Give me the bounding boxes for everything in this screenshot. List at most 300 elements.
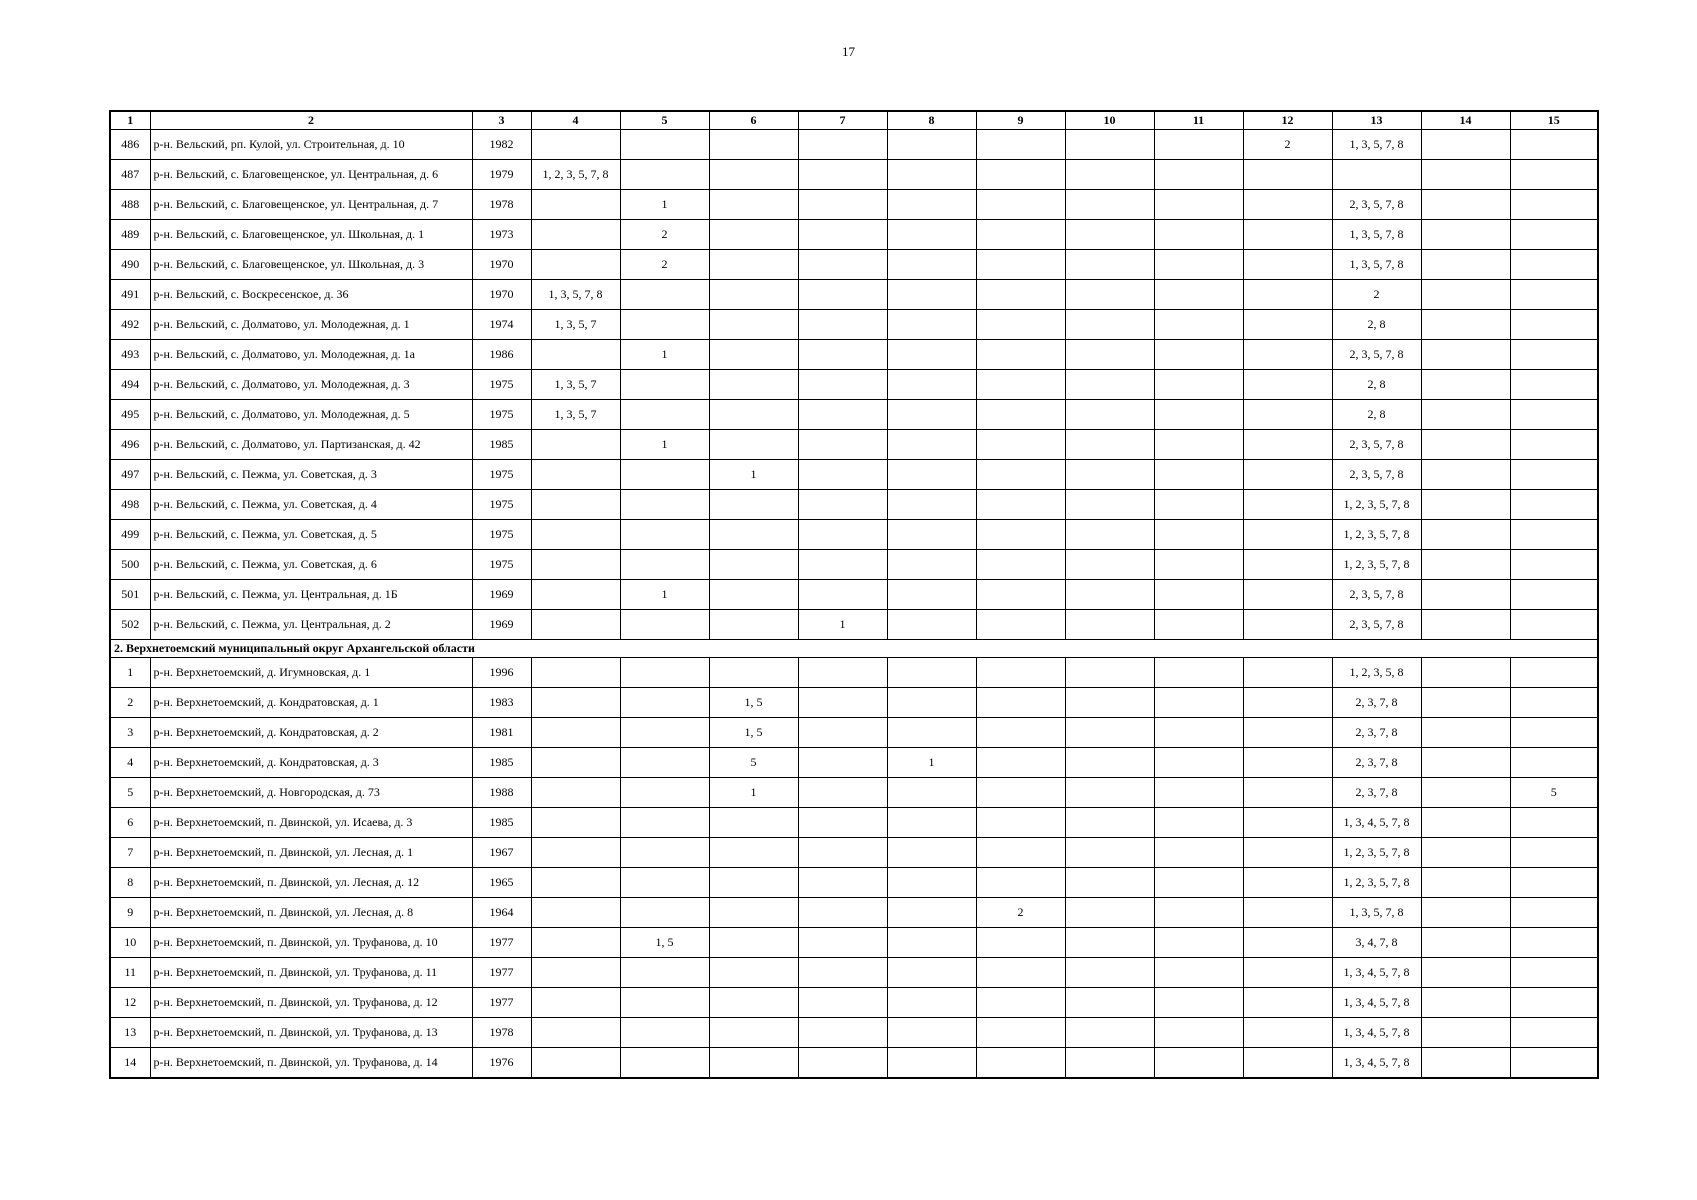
value-cell-col-5 — [620, 520, 709, 550]
value-cell-col-4 — [531, 1018, 620, 1048]
value-cell-col-12 — [1243, 340, 1332, 370]
table-row — [110, 580, 1598, 610]
value-cell-col-12 — [1243, 838, 1332, 868]
value-cell-col-4 — [531, 658, 620, 688]
address-cell: р-н. Вельский, рп. Кулой, ул. Строительная, д. 10 — [150, 130, 472, 160]
value-cell-col-9 — [976, 1048, 1065, 1079]
address-cell: р-н. Верхнетоемский, п. Двинской, ул. Лесная, д. 12 — [150, 868, 472, 898]
value-cell-col-13: 2, 3, 5, 7, 8 — [1332, 430, 1421, 460]
column-header-8: 8 — [887, 111, 976, 130]
value-cell-col-10 — [1065, 610, 1154, 640]
value-cell-col-7 — [798, 460, 887, 490]
value-cell-col-5 — [620, 1048, 709, 1079]
year-cell: 1975 — [472, 520, 531, 550]
table-row — [110, 958, 1598, 988]
column-header-4: 4 — [531, 111, 620, 130]
row-number-cell: 493 — [110, 340, 150, 370]
value-cell-col-9 — [976, 310, 1065, 340]
value-cell-col-15: 5 — [1510, 778, 1598, 808]
value-cell-col-15 — [1510, 748, 1598, 778]
value-cell-col-14 — [1421, 400, 1510, 430]
value-cell-col-14 — [1421, 610, 1510, 640]
year-cell: 1970 — [472, 280, 531, 310]
year-cell: 1985 — [472, 808, 531, 838]
value-cell-col-5 — [620, 130, 709, 160]
value-cell-col-13: 2, 3, 5, 7, 8 — [1332, 610, 1421, 640]
value-cell-col-11 — [1154, 550, 1243, 580]
value-cell-col-15 — [1510, 958, 1598, 988]
value-cell-col-10 — [1065, 688, 1154, 718]
value-cell-col-5 — [620, 958, 709, 988]
value-cell-col-8 — [887, 370, 976, 400]
value-cell-col-11 — [1154, 658, 1243, 688]
value-cell-col-5 — [620, 688, 709, 718]
value-cell-col-12 — [1243, 658, 1332, 688]
value-cell-col-10 — [1065, 718, 1154, 748]
value-cell-col-5 — [620, 610, 709, 640]
column-header-15: 15 — [1510, 111, 1598, 130]
value-cell-col-9 — [976, 838, 1065, 868]
year-cell: 1965 — [472, 868, 531, 898]
value-cell-col-8 — [887, 718, 976, 748]
value-cell-col-12 — [1243, 520, 1332, 550]
table-row — [110, 370, 1598, 400]
row-number-cell: 488 — [110, 190, 150, 220]
row-number-cell: 489 — [110, 220, 150, 250]
value-cell-col-14 — [1421, 430, 1510, 460]
value-cell-col-5 — [620, 490, 709, 520]
address-cell: р-н. Вельский, с. Пежма, ул. Центральная, д. 1Б — [150, 580, 472, 610]
value-cell-col-4 — [531, 130, 620, 160]
value-cell-col-12 — [1243, 868, 1332, 898]
value-cell-col-7 — [798, 928, 887, 958]
value-cell-col-6: 1 — [709, 460, 798, 490]
value-cell-col-9 — [976, 430, 1065, 460]
value-cell-col-11 — [1154, 958, 1243, 988]
value-cell-col-10 — [1065, 988, 1154, 1018]
value-cell-col-11 — [1154, 1018, 1243, 1048]
value-cell-col-12 — [1243, 400, 1332, 430]
value-cell-col-15 — [1510, 250, 1598, 280]
value-cell-col-10 — [1065, 958, 1154, 988]
value-cell-col-5: 1 — [620, 340, 709, 370]
value-cell-col-6 — [709, 838, 798, 868]
year-cell: 1986 — [472, 340, 531, 370]
table-row — [110, 490, 1598, 520]
address-cell: р-н. Верхнетоемский, д. Новгородская, д. 73 — [150, 778, 472, 808]
row-number-cell: 13 — [110, 1018, 150, 1048]
row-number-cell: 11 — [110, 958, 150, 988]
value-cell-col-6 — [709, 898, 798, 928]
value-cell-col-6 — [709, 400, 798, 430]
year-cell: 1974 — [472, 310, 531, 340]
value-cell-col-11 — [1154, 160, 1243, 190]
value-cell-col-15 — [1510, 838, 1598, 868]
value-cell-col-4 — [531, 460, 620, 490]
value-cell-col-14 — [1421, 958, 1510, 988]
value-cell-col-13: 2, 8 — [1332, 370, 1421, 400]
value-cell-col-14 — [1421, 130, 1510, 160]
value-cell-col-6 — [709, 220, 798, 250]
value-cell-col-11 — [1154, 460, 1243, 490]
value-cell-col-4 — [531, 838, 620, 868]
value-cell-col-7 — [798, 340, 887, 370]
value-cell-col-12: 2 — [1243, 130, 1332, 160]
value-cell-col-10 — [1065, 130, 1154, 160]
table-row — [110, 778, 1598, 808]
value-cell-col-9 — [976, 610, 1065, 640]
value-cell-col-7 — [798, 490, 887, 520]
value-cell-col-6 — [709, 430, 798, 460]
value-cell-col-13: 1, 2, 3, 5, 7, 8 — [1332, 490, 1421, 520]
value-cell-col-6 — [709, 190, 798, 220]
value-cell-col-9 — [976, 868, 1065, 898]
row-number-cell: 499 — [110, 520, 150, 550]
value-cell-col-5 — [620, 280, 709, 310]
table-row — [110, 550, 1598, 580]
value-cell-col-8 — [887, 400, 976, 430]
address-cell: р-н. Вельский, с. Долматово, ул. Молодежная, д. 1а — [150, 340, 472, 370]
value-cell-col-9: 2 — [976, 898, 1065, 928]
value-cell-col-11 — [1154, 1048, 1243, 1079]
address-cell: р-н. Вельский, с. Воскресенское, д. 36 — [150, 280, 472, 310]
value-cell-col-6 — [709, 958, 798, 988]
value-cell-col-15 — [1510, 340, 1598, 370]
value-cell-col-9 — [976, 688, 1065, 718]
value-cell-col-7 — [798, 250, 887, 280]
value-cell-col-11 — [1154, 280, 1243, 310]
value-cell-col-8 — [887, 988, 976, 1018]
value-cell-col-13 — [1332, 160, 1421, 190]
row-number-cell: 487 — [110, 160, 150, 190]
value-cell-col-14 — [1421, 580, 1510, 610]
value-cell-col-7 — [798, 988, 887, 1018]
value-cell-col-12 — [1243, 808, 1332, 838]
address-cell: р-н. Вельский, с. Долматово, ул. Молодежная, д. 5 — [150, 400, 472, 430]
value-cell-col-14 — [1421, 160, 1510, 190]
year-cell: 1977 — [472, 988, 531, 1018]
value-cell-col-10 — [1065, 190, 1154, 220]
value-cell-col-8 — [887, 220, 976, 250]
table-row — [110, 988, 1598, 1018]
table-row — [110, 898, 1598, 928]
value-cell-col-6 — [709, 808, 798, 838]
value-cell-col-13: 1, 3, 4, 5, 7, 8 — [1332, 1018, 1421, 1048]
value-cell-col-7 — [798, 748, 887, 778]
value-cell-col-14 — [1421, 340, 1510, 370]
value-cell-col-14 — [1421, 838, 1510, 868]
year-cell: 1964 — [472, 898, 531, 928]
value-cell-col-11 — [1154, 688, 1243, 718]
row-number-cell: 495 — [110, 400, 150, 430]
value-cell-col-7 — [798, 580, 887, 610]
value-cell-col-15 — [1510, 460, 1598, 490]
value-cell-col-13: 2, 3, 5, 7, 8 — [1332, 460, 1421, 490]
value-cell-col-7 — [798, 958, 887, 988]
row-number-cell: 12 — [110, 988, 150, 1018]
value-cell-col-13: 1, 3, 4, 5, 7, 8 — [1332, 808, 1421, 838]
column-header-9: 9 — [976, 111, 1065, 130]
value-cell-col-4: 1, 3, 5, 7 — [531, 370, 620, 400]
value-cell-col-8 — [887, 250, 976, 280]
value-cell-col-8 — [887, 490, 976, 520]
value-cell-col-15 — [1510, 580, 1598, 610]
value-cell-col-5 — [620, 718, 709, 748]
value-cell-col-7 — [798, 658, 887, 688]
value-cell-col-8 — [887, 898, 976, 928]
value-cell-col-11 — [1154, 748, 1243, 778]
value-cell-col-9 — [976, 340, 1065, 370]
year-cell: 1970 — [472, 250, 531, 280]
table-row — [110, 310, 1598, 340]
value-cell-col-6 — [709, 1018, 798, 1048]
value-cell-col-9 — [976, 520, 1065, 550]
value-cell-col-5 — [620, 370, 709, 400]
value-cell-col-13: 1, 3, 5, 7, 8 — [1332, 898, 1421, 928]
year-cell: 1976 — [472, 1048, 531, 1079]
row-number-cell: 498 — [110, 490, 150, 520]
value-cell-col-4 — [531, 748, 620, 778]
value-cell-col-8 — [887, 658, 976, 688]
year-cell: 1978 — [472, 1018, 531, 1048]
value-cell-col-15 — [1510, 868, 1598, 898]
year-cell: 1969 — [472, 580, 531, 610]
value-cell-col-6 — [709, 580, 798, 610]
table-row — [110, 160, 1598, 190]
value-cell-col-10 — [1065, 550, 1154, 580]
value-cell-col-9 — [976, 988, 1065, 1018]
value-cell-col-11 — [1154, 250, 1243, 280]
value-cell-col-15 — [1510, 400, 1598, 430]
year-cell: 1975 — [472, 550, 531, 580]
table-body — [110, 130, 1598, 1079]
value-cell-col-14 — [1421, 550, 1510, 580]
value-cell-col-15 — [1510, 898, 1598, 928]
address-cell: р-н. Вельский, с. Долматово, ул. Молодежная, д. 3 — [150, 370, 472, 400]
row-number-cell: 3 — [110, 718, 150, 748]
value-cell-col-9 — [976, 250, 1065, 280]
value-cell-col-10 — [1065, 580, 1154, 610]
value-cell-col-4 — [531, 718, 620, 748]
value-cell-col-15 — [1510, 988, 1598, 1018]
value-cell-col-9 — [976, 130, 1065, 160]
value-cell-col-14 — [1421, 688, 1510, 718]
value-cell-col-15 — [1510, 610, 1598, 640]
value-cell-col-9 — [976, 748, 1065, 778]
value-cell-col-6: 1, 5 — [709, 718, 798, 748]
value-cell-col-15 — [1510, 688, 1598, 718]
value-cell-col-10 — [1065, 658, 1154, 688]
value-cell-col-8 — [887, 340, 976, 370]
address-cell: р-н. Верхнетоемский, п. Двинской, ул. Труфанова, д. 13 — [150, 1018, 472, 1048]
value-cell-col-5: 2 — [620, 220, 709, 250]
value-cell-col-14 — [1421, 658, 1510, 688]
value-cell-col-14 — [1421, 520, 1510, 550]
value-cell-col-7 — [798, 160, 887, 190]
table-row — [110, 868, 1598, 898]
value-cell-col-11 — [1154, 868, 1243, 898]
value-cell-col-10 — [1065, 490, 1154, 520]
value-cell-col-6 — [709, 610, 798, 640]
value-cell-col-13: 2, 8 — [1332, 310, 1421, 340]
value-cell-col-6 — [709, 250, 798, 280]
value-cell-col-15 — [1510, 718, 1598, 748]
value-cell-col-6 — [709, 868, 798, 898]
value-cell-col-9 — [976, 778, 1065, 808]
value-cell-col-5 — [620, 658, 709, 688]
value-cell-col-6 — [709, 280, 798, 310]
year-cell: 1981 — [472, 718, 531, 748]
value-cell-col-13: 1, 2, 3, 5, 7, 8 — [1332, 838, 1421, 868]
value-cell-col-10 — [1065, 928, 1154, 958]
value-cell-col-13: 2, 3, 7, 8 — [1332, 718, 1421, 748]
value-cell-col-14 — [1421, 718, 1510, 748]
value-cell-col-4 — [531, 190, 620, 220]
table-row — [110, 190, 1598, 220]
value-cell-col-14 — [1421, 490, 1510, 520]
address-cell: р-н. Вельский, с. Долматово, ул. Партизанская, д. 42 — [150, 430, 472, 460]
address-cell: р-н. Вельский, с. Благовещенское, ул. Школьная, д. 3 — [150, 250, 472, 280]
address-cell: р-н. Вельский, с. Пежма, ул. Центральная, д. 2 — [150, 610, 472, 640]
column-header-11: 11 — [1154, 111, 1243, 130]
value-cell-col-11 — [1154, 190, 1243, 220]
row-number-cell: 491 — [110, 280, 150, 310]
value-cell-col-6: 5 — [709, 748, 798, 778]
value-cell-col-6 — [709, 310, 798, 340]
address-cell: р-н. Вельский, с. Пежма, ул. Советская, д. 5 — [150, 520, 472, 550]
value-cell-col-8 — [887, 520, 976, 550]
value-cell-col-12 — [1243, 718, 1332, 748]
value-cell-col-12 — [1243, 580, 1332, 610]
value-cell-col-10 — [1065, 838, 1154, 868]
table-row — [110, 808, 1598, 838]
value-cell-col-8 — [887, 130, 976, 160]
value-cell-col-13: 1, 3, 5, 7, 8 — [1332, 250, 1421, 280]
year-cell: 1973 — [472, 220, 531, 250]
row-number-cell: 2 — [110, 688, 150, 718]
value-cell-col-10 — [1065, 898, 1154, 928]
address-cell: р-н. Вельский, с. Долматово, ул. Молодежная, д. 1 — [150, 310, 472, 340]
value-cell-col-14 — [1421, 1018, 1510, 1048]
value-cell-col-7 — [798, 718, 887, 748]
row-number-cell: 10 — [110, 928, 150, 958]
column-header-3: 3 — [472, 111, 531, 130]
value-cell-col-5: 1 — [620, 190, 709, 220]
table-row — [110, 688, 1598, 718]
address-cell: р-н. Верхнетоемский, п. Двинской, ул. Исаева, д. 3 — [150, 808, 472, 838]
value-cell-col-13: 1, 2, 3, 5, 7, 8 — [1332, 868, 1421, 898]
value-cell-col-9 — [976, 220, 1065, 250]
value-cell-col-10 — [1065, 160, 1154, 190]
value-cell-col-11 — [1154, 310, 1243, 340]
value-cell-col-12 — [1243, 250, 1332, 280]
address-cell: р-н. Вельский, с. Благовещенское, ул. Центральная, д. 7 — [150, 190, 472, 220]
value-cell-col-5 — [620, 748, 709, 778]
value-cell-col-10 — [1065, 778, 1154, 808]
value-cell-col-13: 1, 2, 3, 5, 8 — [1332, 658, 1421, 688]
value-cell-col-12 — [1243, 160, 1332, 190]
table-row — [110, 1018, 1598, 1048]
value-cell-col-15 — [1510, 1048, 1598, 1079]
table-row — [110, 520, 1598, 550]
table-row — [110, 928, 1598, 958]
value-cell-col-8 — [887, 688, 976, 718]
value-cell-col-13: 2, 3, 5, 7, 8 — [1332, 580, 1421, 610]
value-cell-col-4 — [531, 688, 620, 718]
value-cell-col-14 — [1421, 1048, 1510, 1079]
value-cell-col-6 — [709, 130, 798, 160]
row-number-cell: 486 — [110, 130, 150, 160]
value-cell-col-5 — [620, 838, 709, 868]
value-cell-col-5 — [620, 460, 709, 490]
row-number-cell: 5 — [110, 778, 150, 808]
value-cell-col-12 — [1243, 610, 1332, 640]
value-cell-col-8 — [887, 928, 976, 958]
value-cell-col-9 — [976, 400, 1065, 430]
value-cell-col-10 — [1065, 430, 1154, 460]
value-cell-col-6 — [709, 160, 798, 190]
value-cell-col-11 — [1154, 340, 1243, 370]
value-cell-col-12 — [1243, 1018, 1332, 1048]
value-cell-col-8 — [887, 1048, 976, 1079]
value-cell-col-5: 2 — [620, 250, 709, 280]
value-cell-col-12 — [1243, 310, 1332, 340]
value-cell-col-7 — [798, 1048, 887, 1079]
value-cell-col-15 — [1510, 520, 1598, 550]
value-cell-col-15 — [1510, 490, 1598, 520]
table-row — [110, 340, 1598, 370]
value-cell-col-9 — [976, 658, 1065, 688]
column-header-10: 10 — [1065, 111, 1154, 130]
value-cell-col-5 — [620, 988, 709, 1018]
row-number-cell: 497 — [110, 460, 150, 490]
value-cell-col-7 — [798, 550, 887, 580]
row-number-cell: 494 — [110, 370, 150, 400]
value-cell-col-4 — [531, 958, 620, 988]
value-cell-col-4 — [531, 250, 620, 280]
value-cell-col-9 — [976, 718, 1065, 748]
table-row — [110, 400, 1598, 430]
value-cell-col-4: 1, 3, 5, 7, 8 — [531, 280, 620, 310]
value-cell-col-11 — [1154, 130, 1243, 160]
year-cell: 1985 — [472, 430, 531, 460]
value-cell-col-13: 1, 3, 4, 5, 7, 8 — [1332, 958, 1421, 988]
value-cell-col-12 — [1243, 898, 1332, 928]
value-cell-col-6 — [709, 928, 798, 958]
value-cell-col-12 — [1243, 220, 1332, 250]
row-number-cell: 6 — [110, 808, 150, 838]
value-cell-col-11 — [1154, 400, 1243, 430]
value-cell-col-9 — [976, 808, 1065, 838]
value-cell-col-10 — [1065, 220, 1154, 250]
value-cell-col-8: 1 — [887, 748, 976, 778]
row-number-cell: 1 — [110, 658, 150, 688]
value-cell-col-5 — [620, 778, 709, 808]
year-cell: 1979 — [472, 160, 531, 190]
year-cell: 1967 — [472, 838, 531, 868]
value-cell-col-7 — [798, 130, 887, 160]
value-cell-col-7 — [798, 868, 887, 898]
value-cell-col-7 — [798, 220, 887, 250]
value-cell-col-4 — [531, 430, 620, 460]
value-cell-col-13: 1, 2, 3, 5, 7, 8 — [1332, 550, 1421, 580]
address-cell: р-н. Верхнетоемский, д. Кондратовская, д. 1 — [150, 688, 472, 718]
value-cell-col-12 — [1243, 1048, 1332, 1079]
table-row — [110, 220, 1598, 250]
value-cell-col-5 — [620, 160, 709, 190]
year-cell: 1996 — [472, 658, 531, 688]
value-cell-col-8 — [887, 310, 976, 340]
